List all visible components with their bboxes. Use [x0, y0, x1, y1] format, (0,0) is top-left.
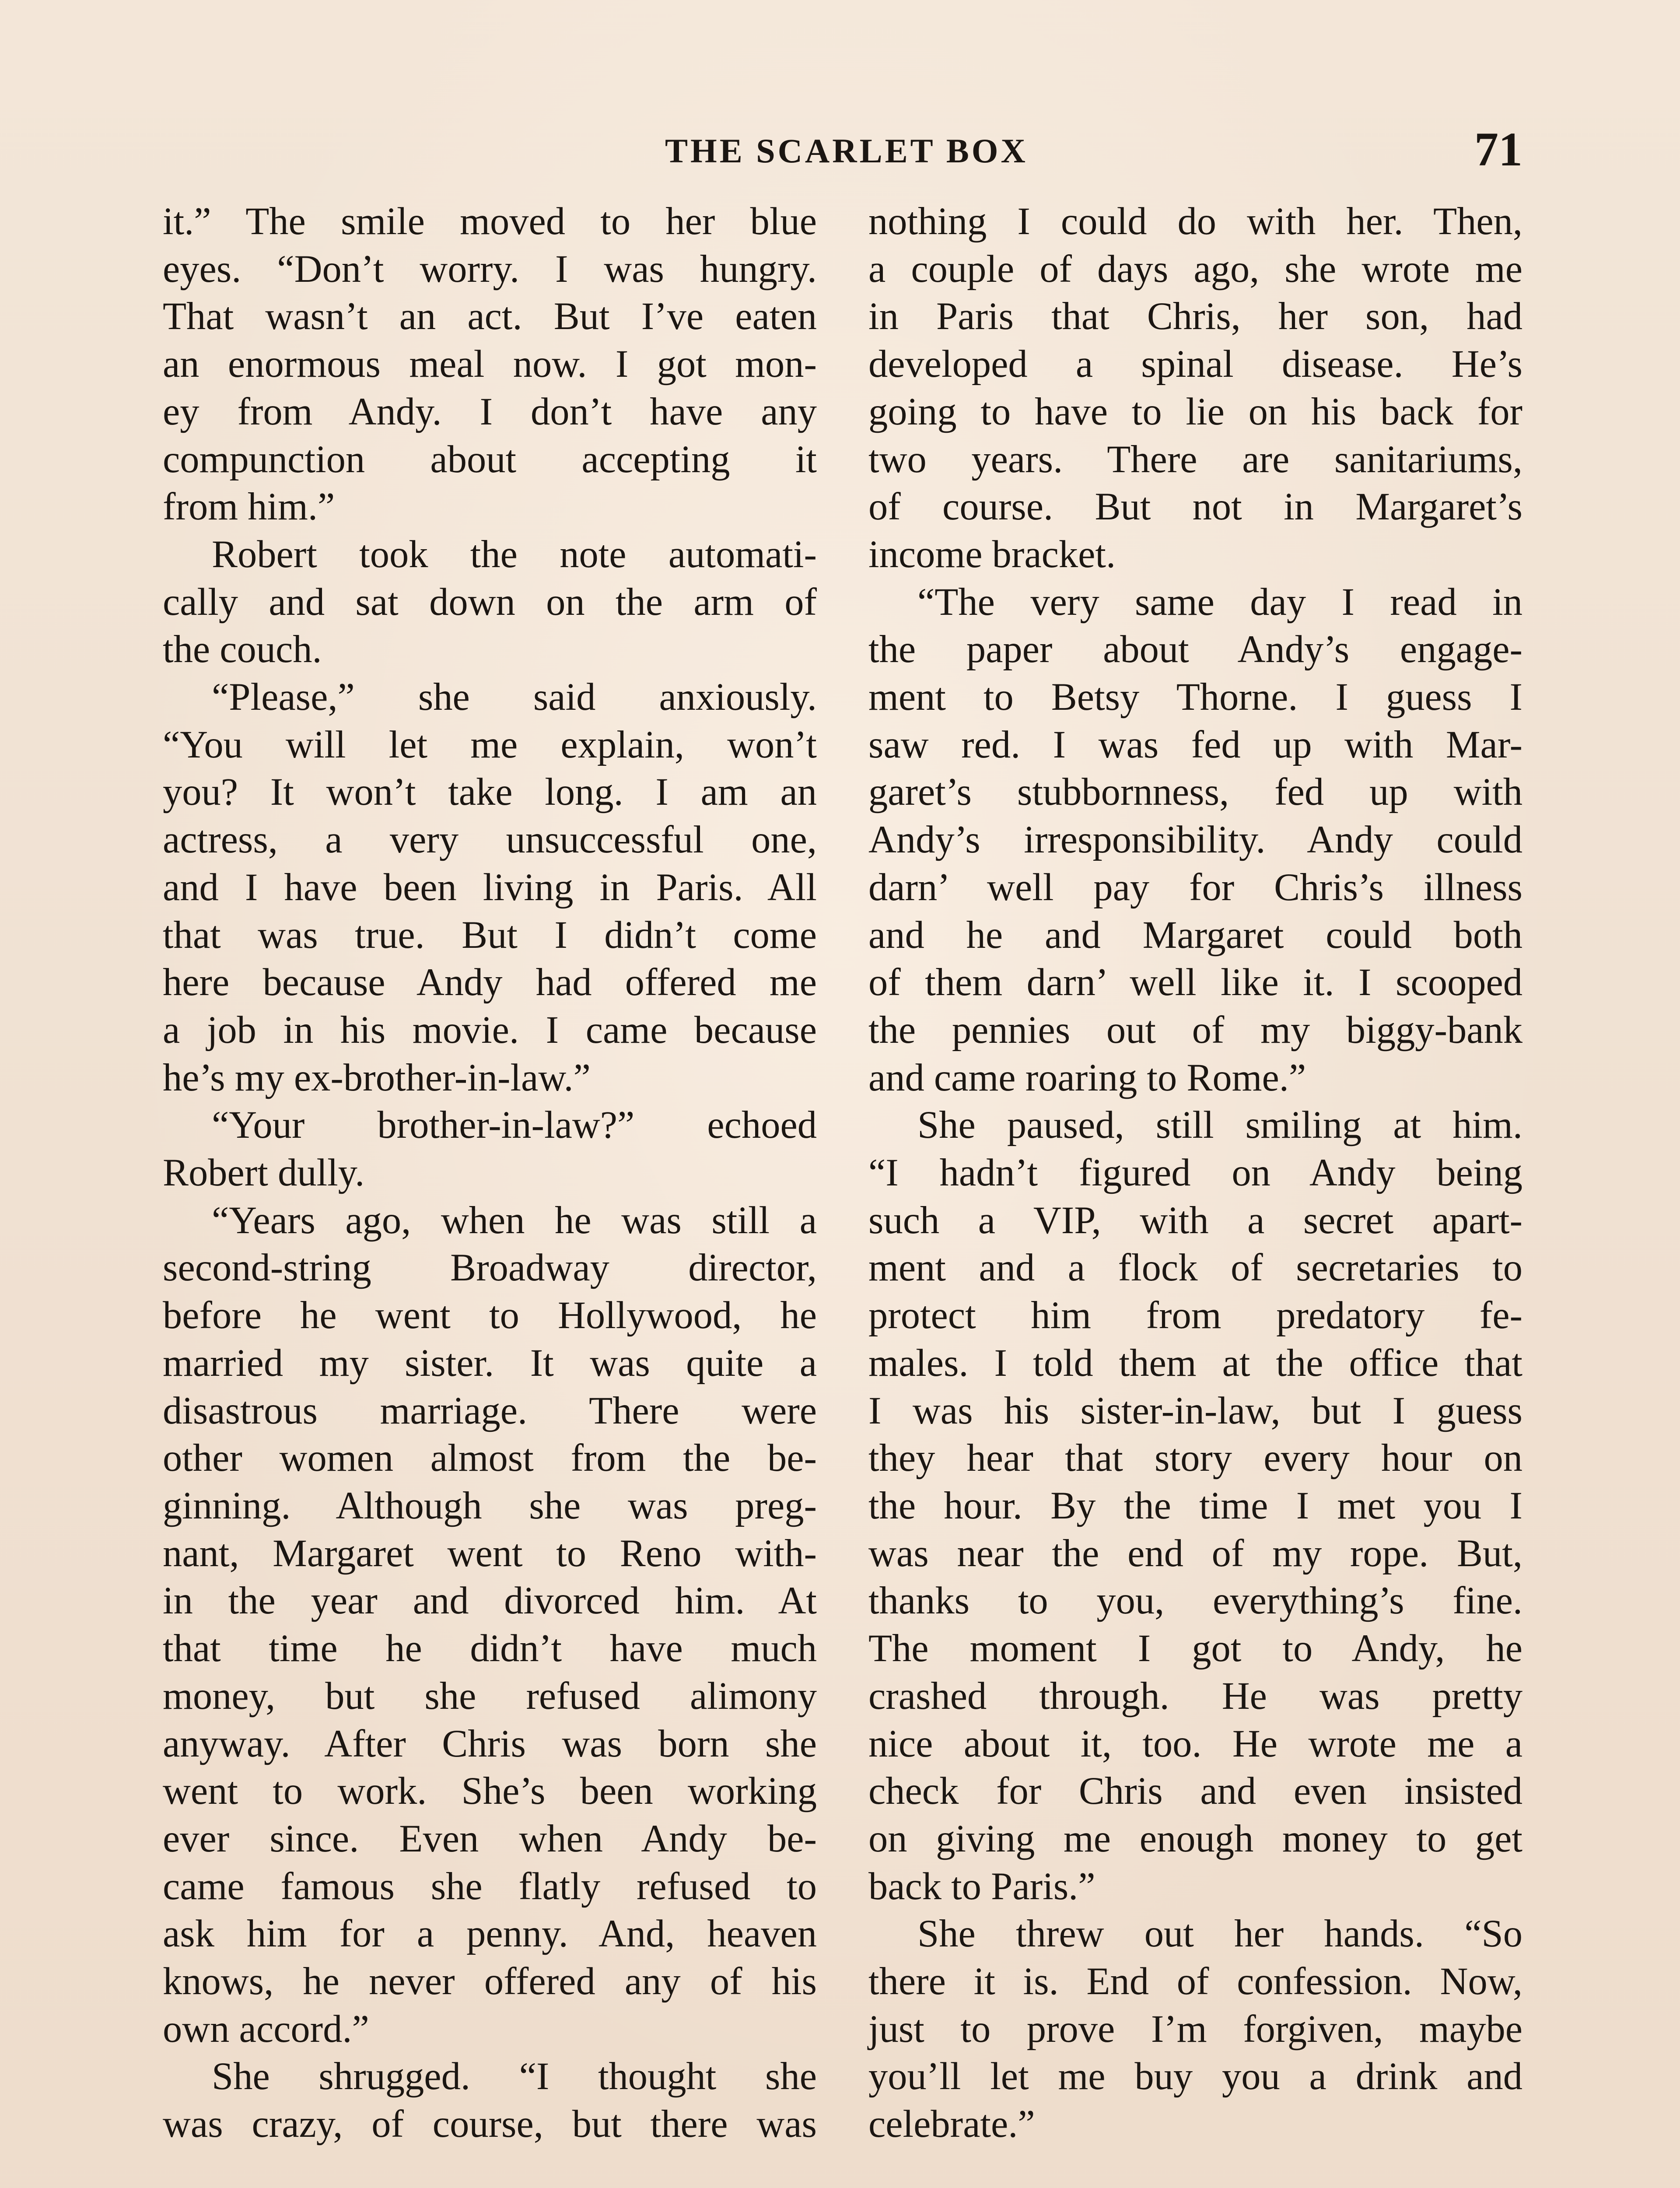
text-line: disastrous marriage. There were [163, 1389, 817, 1432]
text-line: the couch. [163, 628, 322, 671]
text-line: developed a spinal disease. He’s [868, 343, 1522, 386]
text-line: “Your brother-in-law?” echoed [212, 1104, 817, 1147]
text-line: you? It won’t take long. I am an [163, 771, 817, 814]
text-line: in Paris that Chris, her son, had [868, 295, 1522, 338]
text-line: from him.” [163, 485, 335, 529]
text-line: on giving me enough money to get [868, 1817, 1522, 1860]
text-line: an enormous meal now. I got mon- [163, 343, 817, 386]
text-line: in the year and divorced him. At [163, 1579, 817, 1623]
text-line: protect him from predatory fe- [868, 1294, 1522, 1337]
text-line: a job in his movie. I came because [163, 1008, 817, 1052]
text-line: She shrugged. “I thought she [212, 2055, 817, 2098]
text-line: second-string Broadway director, [163, 1246, 817, 1290]
text-line: came famous she flatly refused to [163, 1865, 817, 1908]
text-line: anyway. After Chris was born she [163, 1722, 817, 1765]
text-line: the paper about Andy’s engage- [868, 628, 1522, 671]
text-line: “The very same day I read in [917, 580, 1522, 624]
text-line: cally and sat down on the arm of [163, 580, 817, 624]
left-text-column [163, 198, 817, 2148]
text-line: darn’ well pay for Chris’s illness [868, 866, 1522, 909]
text-line: before he went to Hollywood, he [163, 1294, 817, 1337]
text-line: ey from Andy. I don’t have any [163, 390, 817, 433]
text-line: eyes. “Don’t worry. I was hungry. [163, 247, 817, 291]
text-line: Robert took the note automati- [212, 533, 817, 576]
text-line: “Please,” she said anxiously. [212, 676, 817, 719]
text-line: that was true. But I didn’t come [163, 913, 817, 957]
text-line: nant, Margaret went to Reno with- [163, 1532, 817, 1575]
text-line: that time he didn’t have much [163, 1627, 817, 1670]
text-line: of them darn’ well like it. I scooped [868, 961, 1522, 1004]
text-line: nothing I could do with her. Then, [868, 200, 1522, 243]
text-line: “Years ago, when he was still a [212, 1199, 817, 1242]
text-line: married my sister. It was quite a [163, 1341, 817, 1385]
text-line: saw red. I was fed up with Mar- [868, 723, 1522, 766]
text-line: check for Chris and even insisted [868, 1770, 1522, 1813]
text-line: actress, a very unsuccessful one, [163, 818, 817, 862]
text-line: compunction about accepting it [163, 438, 817, 481]
text-line: ment to Betsy Thorne. I guess I [868, 676, 1522, 719]
text-line: was near the end of my rope. But, [868, 1532, 1522, 1575]
text-line: other women almost from the be- [163, 1437, 817, 1480]
text-line: they hear that story every hour on [868, 1437, 1522, 1480]
text-line: “I hadn’t figured on Andy being [868, 1151, 1522, 1195]
text-line: knows, he never offered any of his [163, 1960, 817, 2003]
text-line: ment and a flock of secretaries to [868, 1246, 1522, 1290]
text-line: ever since. Even when Andy be- [163, 1817, 817, 1860]
running-head: THE SCARLET BOX [665, 132, 1028, 170]
text-line: Andy’s irresponsibility. Andy could [868, 818, 1522, 862]
text-line: I was his sister-in-law, but I guess [868, 1389, 1522, 1432]
text-line: garet’s stubbornness, fed up with [868, 771, 1522, 814]
text-line: nice about it, too. He wrote me a [868, 1722, 1522, 1765]
text-line: Robert dully. [163, 1151, 365, 1195]
page-number: 71 [1474, 123, 1522, 176]
text-line: the pennies out of my biggy-bank [868, 1008, 1522, 1052]
text-line: money, but she refused alimony [163, 1674, 817, 1718]
text-line: it.” The smile moved to her blue [163, 200, 817, 243]
text-line: and he and Margaret could both [868, 913, 1522, 957]
text-line: such a VIP, with a secret apart- [868, 1199, 1522, 1242]
text-line: income bracket. [868, 533, 1116, 576]
text-line: the hour. By the time I met you I [868, 1484, 1522, 1527]
text-line: thanks to you, everything’s fine. [868, 1579, 1522, 1623]
text-line: there it is. End of confession. Now, [868, 1960, 1522, 2003]
right-text-column [868, 198, 1522, 2148]
text-line: and came roaring to Rome.” [868, 1056, 1306, 1099]
text-line: he’s my ex-brother-in-law.” [163, 1056, 591, 1099]
text-line: just to prove I’m forgiven, maybe [868, 2007, 1522, 2051]
text-line: “You will let me explain, won’t [163, 723, 817, 766]
text-line: was crazy, of course, but there was [163, 2103, 817, 2146]
text-line: The moment I got to Andy, he [868, 1627, 1522, 1670]
text-line: going to have to lie on his back for [868, 390, 1522, 433]
text-line: She threw out her hands. “So [917, 1912, 1522, 1956]
text-line: a couple of days ago, she wrote me [868, 247, 1522, 291]
text-line: own accord.” [163, 2007, 369, 2051]
text-line: back to Paris.” [868, 1865, 1096, 1908]
text-line: celebrate.” [868, 2103, 1035, 2146]
text-line: of course. But not in Margaret’s [868, 485, 1522, 529]
text-line: ask him for a penny. And, heaven [163, 1912, 817, 1956]
text-line: ginning. Although she was preg- [163, 1484, 817, 1527]
text-line: went to work. She’s been working [163, 1770, 817, 1813]
text-line: you’ll let me buy you a drink and [868, 2055, 1522, 2098]
text-line: She paused, still smiling at him. [917, 1104, 1522, 1147]
text-line: crashed through. He was pretty [868, 1674, 1522, 1718]
text-line: That wasn’t an act. But I’ve eaten [163, 295, 817, 338]
text-line: and I have been living in Paris. All [163, 866, 817, 909]
text-line: males. I told them at the office that [868, 1341, 1522, 1385]
text-line: two years. There are sanitariums, [868, 438, 1522, 481]
text-line: here because Andy had offered me [163, 961, 817, 1004]
